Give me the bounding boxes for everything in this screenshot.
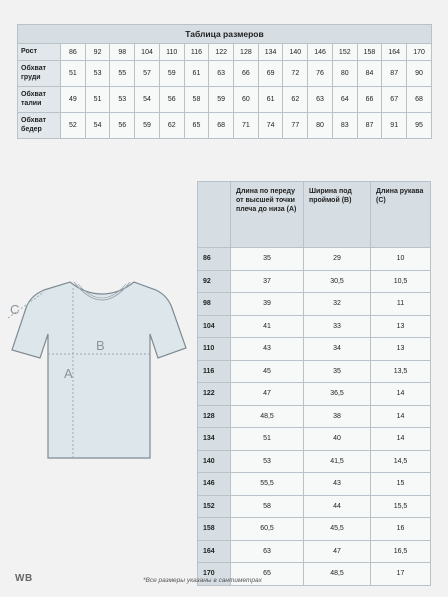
size-cell: 158	[198, 518, 231, 541]
table-cell: 54	[135, 87, 160, 113]
table-cell: 69	[258, 61, 283, 87]
table-cell: 65	[184, 113, 209, 139]
value-cell: 40	[304, 428, 371, 451]
table-cell: 53	[110, 87, 135, 113]
value-cell: 63	[231, 540, 304, 563]
size-cell: 104	[198, 315, 231, 338]
table-row	[18, 44, 432, 61]
value-cell: 37	[231, 270, 304, 293]
table-cell: 95	[407, 113, 432, 139]
table-cell: 63	[209, 61, 234, 87]
table-cell: 61	[184, 61, 209, 87]
value-cell: 14,5	[371, 450, 431, 473]
value-cell: 39	[231, 293, 304, 316]
table-cell: 146	[308, 44, 333, 61]
value-cell: 15,5	[371, 495, 431, 518]
value-cell: 14	[371, 383, 431, 406]
table-cell: 76	[308, 61, 333, 87]
label-b: B	[96, 338, 105, 353]
value-cell: 14	[371, 428, 431, 451]
header-length-a: Длина по переду от высшей точки плеча до низа (А)	[231, 182, 304, 248]
row-label: Обхват груди	[18, 61, 61, 87]
table-row	[18, 87, 432, 113]
footnote: *Все размеры указаны в сантиметрах	[143, 577, 262, 584]
table-cell: 63	[308, 87, 333, 113]
table-cell: 92	[85, 44, 110, 61]
row-label: Обхват бедер	[18, 113, 61, 139]
value-cell: 11	[371, 293, 431, 316]
value-cell: 13	[371, 338, 431, 361]
table-cell: 74	[258, 113, 283, 139]
value-cell: 17	[371, 563, 431, 586]
header-corner	[198, 182, 231, 248]
table-cell: 134	[258, 44, 283, 61]
value-cell: 16	[371, 518, 431, 541]
table-cell: 80	[308, 113, 333, 139]
measurements-table	[197, 181, 431, 586]
size-cell: 122	[198, 383, 231, 406]
value-cell: 47	[231, 383, 304, 406]
size-cell: 164	[198, 540, 231, 563]
value-cell: 38	[304, 405, 371, 428]
label-c: C	[10, 302, 20, 317]
table-row	[198, 338, 431, 361]
value-cell: 29	[304, 248, 371, 271]
table-cell: 59	[209, 87, 234, 113]
table-row	[198, 518, 431, 541]
value-cell: 10,5	[371, 270, 431, 293]
value-cell: 41	[231, 315, 304, 338]
size-cell: 98	[198, 293, 231, 316]
value-cell: 53	[231, 450, 304, 473]
table-cell: 51	[61, 61, 86, 87]
table-cell: 128	[234, 44, 259, 61]
size-cell: 128	[198, 405, 231, 428]
value-cell: 36,5	[304, 383, 371, 406]
table-cell: 56	[159, 87, 184, 113]
table-title: Таблица размеров	[18, 25, 432, 44]
table-cell: 49	[61, 87, 86, 113]
size-cell: 134	[198, 428, 231, 451]
table-row	[198, 248, 431, 271]
table-cell: 55	[110, 61, 135, 87]
value-cell: 43	[231, 338, 304, 361]
value-cell: 14	[371, 405, 431, 428]
value-cell: 47	[304, 540, 371, 563]
table-cell: 62	[159, 113, 184, 139]
table-cell: 66	[234, 61, 259, 87]
size-table	[17, 24, 432, 139]
value-cell: 16,5	[371, 540, 431, 563]
size-cell: 110	[198, 338, 231, 361]
table-cell: 51	[85, 87, 110, 113]
table-cell: 80	[332, 61, 357, 87]
table-cell: 72	[283, 61, 308, 87]
value-cell: 10	[371, 248, 431, 271]
value-cell: 35	[231, 248, 304, 271]
size-cell: 152	[198, 495, 231, 518]
value-cell: 35	[304, 360, 371, 383]
table-cell: 91	[382, 113, 407, 139]
table-cell: 59	[159, 61, 184, 87]
measurements-header-row	[198, 182, 431, 248]
value-cell: 44	[304, 495, 371, 518]
table-row	[198, 473, 431, 496]
table-cell: 83	[332, 113, 357, 139]
table-cell: 86	[61, 44, 86, 61]
size-cell: 92	[198, 270, 231, 293]
table-cell: 110	[159, 44, 184, 61]
table-cell: 56	[110, 113, 135, 139]
value-cell: 58	[231, 495, 304, 518]
size-cell: 140	[198, 450, 231, 473]
value-cell: 32	[304, 293, 371, 316]
table-cell: 59	[135, 113, 160, 139]
size-cell: 86	[198, 248, 231, 271]
table-cell: 84	[357, 61, 382, 87]
table-cell: 116	[184, 44, 209, 61]
table-cell: 68	[209, 113, 234, 139]
value-cell: 30,5	[304, 270, 371, 293]
table-cell: 104	[135, 44, 160, 61]
size-cell: 170	[198, 563, 231, 586]
table-row	[18, 61, 432, 87]
value-cell: 45	[231, 360, 304, 383]
table-cell: 66	[357, 87, 382, 113]
table-row	[198, 540, 431, 563]
value-cell: 48,5	[231, 405, 304, 428]
table-cell: 77	[283, 113, 308, 139]
header-sleeve-c: Длина рукава (С)	[371, 182, 431, 248]
table-row	[198, 383, 431, 406]
value-cell: 45,5	[304, 518, 371, 541]
table-cell: 98	[110, 44, 135, 61]
table-cell: 57	[135, 61, 160, 87]
table-row	[18, 113, 432, 139]
value-cell: 13,5	[371, 360, 431, 383]
value-cell: 15	[371, 473, 431, 496]
table-cell: 61	[258, 87, 283, 113]
tshirt-shape	[12, 282, 186, 458]
table-cell: 152	[332, 44, 357, 61]
table-cell: 54	[85, 113, 110, 139]
table-cell: 64	[332, 87, 357, 113]
value-cell: 34	[304, 338, 371, 361]
table-row	[198, 450, 431, 473]
table-cell: 68	[407, 87, 432, 113]
value-cell: 51	[231, 428, 304, 451]
value-cell: 41,5	[304, 450, 371, 473]
brand-logo: WB	[15, 573, 33, 584]
table-cell: 67	[382, 87, 407, 113]
table-cell: 122	[209, 44, 234, 61]
table-row	[198, 495, 431, 518]
table-cell: 87	[357, 113, 382, 139]
table-cell: 140	[283, 44, 308, 61]
table-cell: 52	[61, 113, 86, 139]
value-cell: 48,5	[304, 563, 371, 586]
table-cell: 164	[382, 44, 407, 61]
table-cell: 158	[357, 44, 382, 61]
size-cell: 146	[198, 473, 231, 496]
tshirt-diagram	[0, 270, 200, 470]
table-row	[198, 270, 431, 293]
table-row	[198, 293, 431, 316]
table-cell: 90	[407, 61, 432, 87]
value-cell: 13	[371, 315, 431, 338]
value-cell: 33	[304, 315, 371, 338]
table-cell: 53	[85, 61, 110, 87]
table-cell: 71	[234, 113, 259, 139]
label-a: A	[64, 366, 73, 381]
table-row	[198, 428, 431, 451]
table-cell: 58	[184, 87, 209, 113]
table-cell: 62	[283, 87, 308, 113]
size-cell: 116	[198, 360, 231, 383]
table-row	[198, 405, 431, 428]
table-cell: 170	[407, 44, 432, 61]
table-row	[198, 360, 431, 383]
table-cell: 60	[234, 87, 259, 113]
value-cell: 43	[304, 473, 371, 496]
value-cell: 65	[231, 563, 304, 586]
row-label: Обхват талии	[18, 87, 61, 113]
value-cell: 55,5	[231, 473, 304, 496]
value-cell: 60,5	[231, 518, 304, 541]
header-width-b: Ширина под проймой (В)	[304, 182, 371, 248]
table-row	[198, 315, 431, 338]
table-cell: 87	[382, 61, 407, 87]
row-label: Рост	[18, 44, 61, 61]
